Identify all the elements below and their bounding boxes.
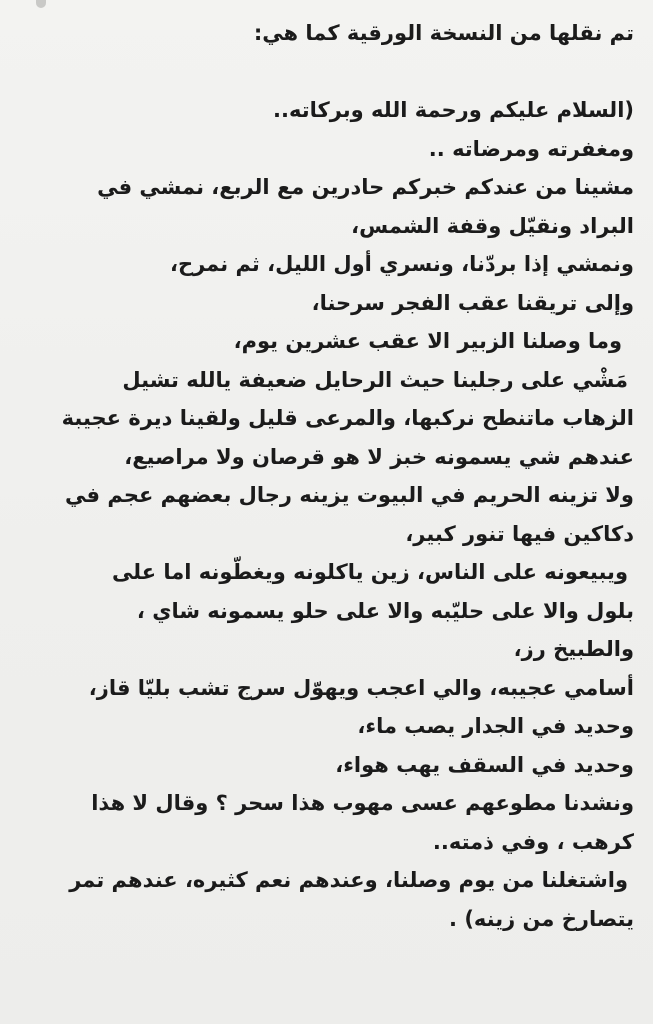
text-line: والطبيخ رز، bbox=[513, 637, 634, 661]
text-line: ويبيعونه على الناس، زين ياكلونه ويغطّونه اما على bbox=[111, 560, 628, 584]
text-line: ولا تزينه الحريم في البيوت يزينه رجال بعضهم عجم في bbox=[65, 483, 634, 507]
text-line: بلول والا على حليّبه والا على حلو يسمونه شاي ، bbox=[136, 598, 634, 623]
text-line: عندهم شي يسمونه خبز لا هو قرصان ولا مراصيع، bbox=[124, 444, 634, 469]
text-line: ونمشي إذا بردّنا، ونسري أول الليل، ثم نمرح، bbox=[170, 252, 634, 276]
text-line: وحديد في الجدار يصب ماء، bbox=[357, 714, 634, 738]
text-line: دكاكين فيها تنور كبير، bbox=[405, 521, 634, 546]
text-line: ومغفرته ومرضاته .. bbox=[428, 136, 634, 161]
blank-line bbox=[22, 53, 634, 92]
text-line: وما وصلنا الزبير الا عقب عشرين يوم، bbox=[233, 329, 622, 353]
text-line: كرهب ، وفي ذمته.. bbox=[432, 829, 634, 854]
text-line: وإلى تريقنا عقب الفجر سرحنا، bbox=[311, 290, 634, 315]
text-line: واشتغلنا من يوم وصلنا، وعندهم نعم كثيره، عندهم تمر bbox=[69, 868, 628, 892]
text-line: البراد ونقيّل وقفة الشمس، bbox=[351, 213, 634, 238]
page-corner-mark bbox=[36, 0, 46, 8]
text-line: يتصارخ من زينه) . bbox=[449, 906, 634, 931]
text-line: مشينا من عندكم خبركم حادرين مع الربع، نمشي في bbox=[97, 175, 634, 199]
text-line: (السلام عليكم ورحمة الله وبركاته.. bbox=[273, 98, 634, 122]
text-line: الزهاب ماتنطح نركبها، والمرعى قليل ولقينا ديرة عجيبة bbox=[61, 406, 634, 430]
document-text bbox=[22, 14, 634, 938]
text-line: أسامي عجيبه، والي اعجب ويهوّل سرج تشب بليّا قاز، bbox=[88, 675, 634, 700]
text-line: ونشدنا مطوعهم عسى مهوب هذا سحر ؟ وقال لا هذا bbox=[91, 791, 634, 815]
document-heading: تم نقلها من النسخة الورقية كما هي: bbox=[253, 21, 634, 45]
text-line: وحديد في السقف يهب هواء، bbox=[335, 752, 634, 777]
text-line: مَشْي على رجلينا حيث الرحايل ضعيفة يالله تشيل bbox=[122, 367, 628, 392]
